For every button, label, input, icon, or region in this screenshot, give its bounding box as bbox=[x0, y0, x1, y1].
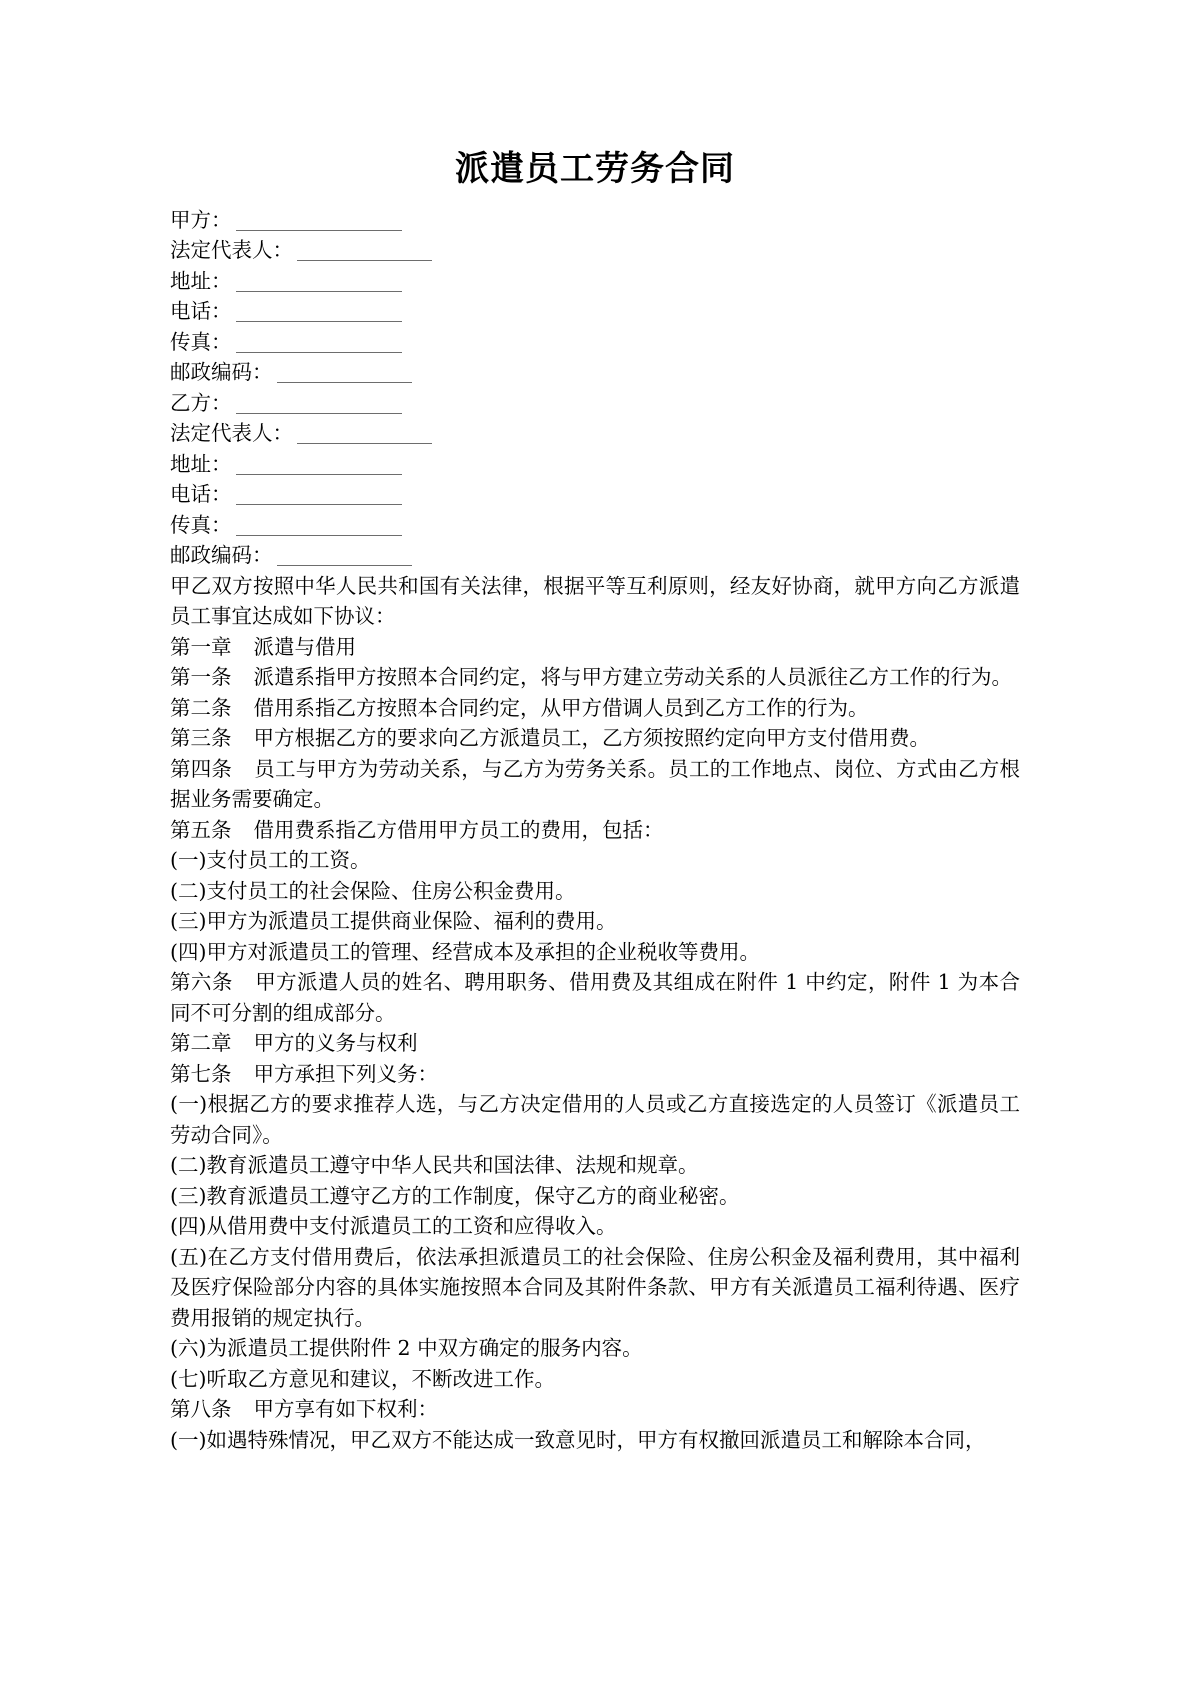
field-label: 电话： bbox=[170, 482, 232, 506]
item-paragraph: (二)支付员工的社会保险、住房公积金费用。 bbox=[170, 878, 576, 903]
field-row bbox=[170, 296, 1020, 327]
field-label: 法定代表人： bbox=[170, 238, 293, 262]
field-blank[interactable] bbox=[236, 270, 402, 292]
field-blank[interactable] bbox=[297, 239, 432, 261]
field-label: 法定代表人： bbox=[170, 421, 293, 445]
article-number: 第一条 bbox=[170, 665, 232, 689]
field-blank[interactable] bbox=[236, 483, 402, 505]
field-label: 甲方： bbox=[170, 207, 232, 232]
item-paragraph: (四)从借用费中支付派遣员工的工资和应得收入。 bbox=[170, 1214, 617, 1238]
field-row bbox=[170, 357, 1020, 388]
field-blank[interactable] bbox=[236, 514, 402, 536]
field-blank[interactable] bbox=[236, 209, 402, 231]
article-text: 员工与甲方为劳动关系，与乙方为劳务关系。员工的工作地点、岗位、方式由乙方根据业务需要确定。 bbox=[170, 756, 1021, 811]
article-paragraph bbox=[170, 693, 1020, 724]
field-row bbox=[170, 479, 1020, 510]
item-paragraph: (一)如遇特殊情况，甲乙双方不能达成一致意见时，甲方有权撤回派遣员工和解除本合同， bbox=[170, 1427, 986, 1452]
item-paragraph: (三)教育派遣员工遵守乙方的工作制度，保守乙方的商业秘密。 bbox=[170, 1183, 740, 1208]
field-row bbox=[170, 205, 1020, 236]
item-paragraph: (五)在乙方支付借用费后，依法承担派遣员工的社会保险、住房公积金及福利费用，其中福利及医疗保险部分内容的具体实施按照本合同及其附件条款、甲方有关派遣员工福利待遇、医疗费用报销的规定执行。 bbox=[170, 1244, 1020, 1330]
field-label: 邮政编码： bbox=[170, 543, 273, 567]
field-blank[interactable] bbox=[277, 544, 412, 566]
article-text: 甲方享有如下权利： bbox=[253, 1397, 438, 1421]
article-number: 第八条 bbox=[170, 1397, 232, 1421]
article-paragraph bbox=[170, 815, 1020, 846]
article-text: 派遣系指甲方按照本合同约定，将与甲方建立劳动关系的人员派往乙方工作的行为。 bbox=[253, 665, 1012, 689]
field-blank[interactable] bbox=[297, 422, 432, 444]
article-paragraph bbox=[170, 967, 1020, 1028]
field-blank[interactable] bbox=[277, 361, 412, 383]
field-blank[interactable] bbox=[236, 331, 402, 353]
chapter-number: 第一章 bbox=[170, 634, 232, 659]
chapter-text: 派遣与借用 bbox=[253, 634, 356, 659]
item-paragraph: (六)为派遣员工提供附件 2 中双方确定的服务内容。 bbox=[170, 1336, 643, 1360]
item-paragraph: (一)根据乙方的要求推荐人选，与乙方决定借用的人员或乙方直接选定的人员签订《派遣员工劳动合同》。 bbox=[170, 1092, 1020, 1147]
preamble-paragraph: 甲乙双方按照中华人民共和国有关法律，根据平等互利原则，经友好协商，就甲方向乙方派遣员工事宜达成如下协议： bbox=[170, 573, 1020, 628]
chapter-paragraph bbox=[170, 1028, 1020, 1059]
field-row bbox=[170, 235, 1020, 266]
article-text: 借用费系指乙方借用甲方员工的费用，包括： bbox=[253, 817, 664, 842]
page-title: 派遣员工劳务合同 bbox=[455, 149, 735, 189]
field-label: 传真： bbox=[170, 512, 232, 537]
field-label: 邮政编码： bbox=[170, 360, 273, 384]
field-label: 传真： bbox=[170, 329, 232, 354]
article-text: 甲方承担下列义务： bbox=[253, 1061, 438, 1086]
chapter-paragraph bbox=[170, 632, 1020, 663]
field-blank[interactable] bbox=[236, 453, 402, 475]
field-blank[interactable] bbox=[236, 300, 402, 322]
field-row bbox=[170, 327, 1020, 358]
article-number: 第四条 bbox=[170, 756, 233, 781]
article-paragraph bbox=[170, 1394, 1020, 1425]
field-row bbox=[170, 418, 1020, 449]
chapter-number: 第二章 bbox=[170, 1031, 232, 1055]
field-row bbox=[170, 388, 1020, 419]
article-number: 第五条 bbox=[170, 817, 232, 842]
field-label: 乙方： bbox=[170, 390, 232, 415]
article-text: 借用系指乙方按照本合同约定，从甲方借调人员到乙方工作的行为。 bbox=[253, 695, 869, 720]
article-paragraph bbox=[170, 1059, 1020, 1090]
item-paragraph: (一)支付员工的工资。 bbox=[170, 848, 371, 872]
field-label: 地址： bbox=[170, 451, 232, 476]
field-label: 地址： bbox=[170, 268, 232, 293]
field-row bbox=[170, 449, 1020, 480]
article-number: 第七条 bbox=[170, 1061, 232, 1086]
item-paragraph: (二)教育派遣员工遵守中华人民共和国法律、法规和规章。 bbox=[170, 1153, 699, 1177]
article-number: 第二条 bbox=[170, 695, 232, 720]
field-row bbox=[170, 510, 1020, 541]
item-paragraph: (七)听取乙方意见和建议，不断改进工作。 bbox=[170, 1366, 555, 1391]
field-row bbox=[170, 540, 1020, 571]
party-a-field-block bbox=[170, 205, 1020, 388]
item-paragraph: (三)甲方为派遣员工提供商业保险、福利的费用。 bbox=[170, 909, 617, 933]
field-blank[interactable] bbox=[236, 392, 402, 414]
article-paragraph bbox=[170, 754, 1020, 815]
field-row bbox=[170, 266, 1020, 297]
article-text: 甲方根据乙方的要求向乙方派遣员工，乙方须按照约定向甲方支付借用费。 bbox=[253, 726, 930, 750]
contract-body bbox=[170, 632, 1020, 1456]
party-b-field-block bbox=[170, 388, 1020, 571]
article-text: 甲方派遣人员的姓名、聘用职务、借用费及其组成在附件 1 中约定，附件 1 为本合同不可分割的组成部分。 bbox=[170, 970, 1021, 1025]
article-number: 第三条 bbox=[170, 726, 232, 750]
field-label: 电话： bbox=[170, 299, 232, 323]
article-paragraph bbox=[170, 723, 1020, 754]
item-paragraph: (四)甲方对派遣员工的管理、经营成本及承担的企业税收等费用。 bbox=[170, 939, 760, 964]
article-number: 第六条 bbox=[170, 970, 233, 994]
chapter-text: 甲方的义务与权利 bbox=[253, 1031, 418, 1055]
article-paragraph bbox=[170, 662, 1020, 693]
